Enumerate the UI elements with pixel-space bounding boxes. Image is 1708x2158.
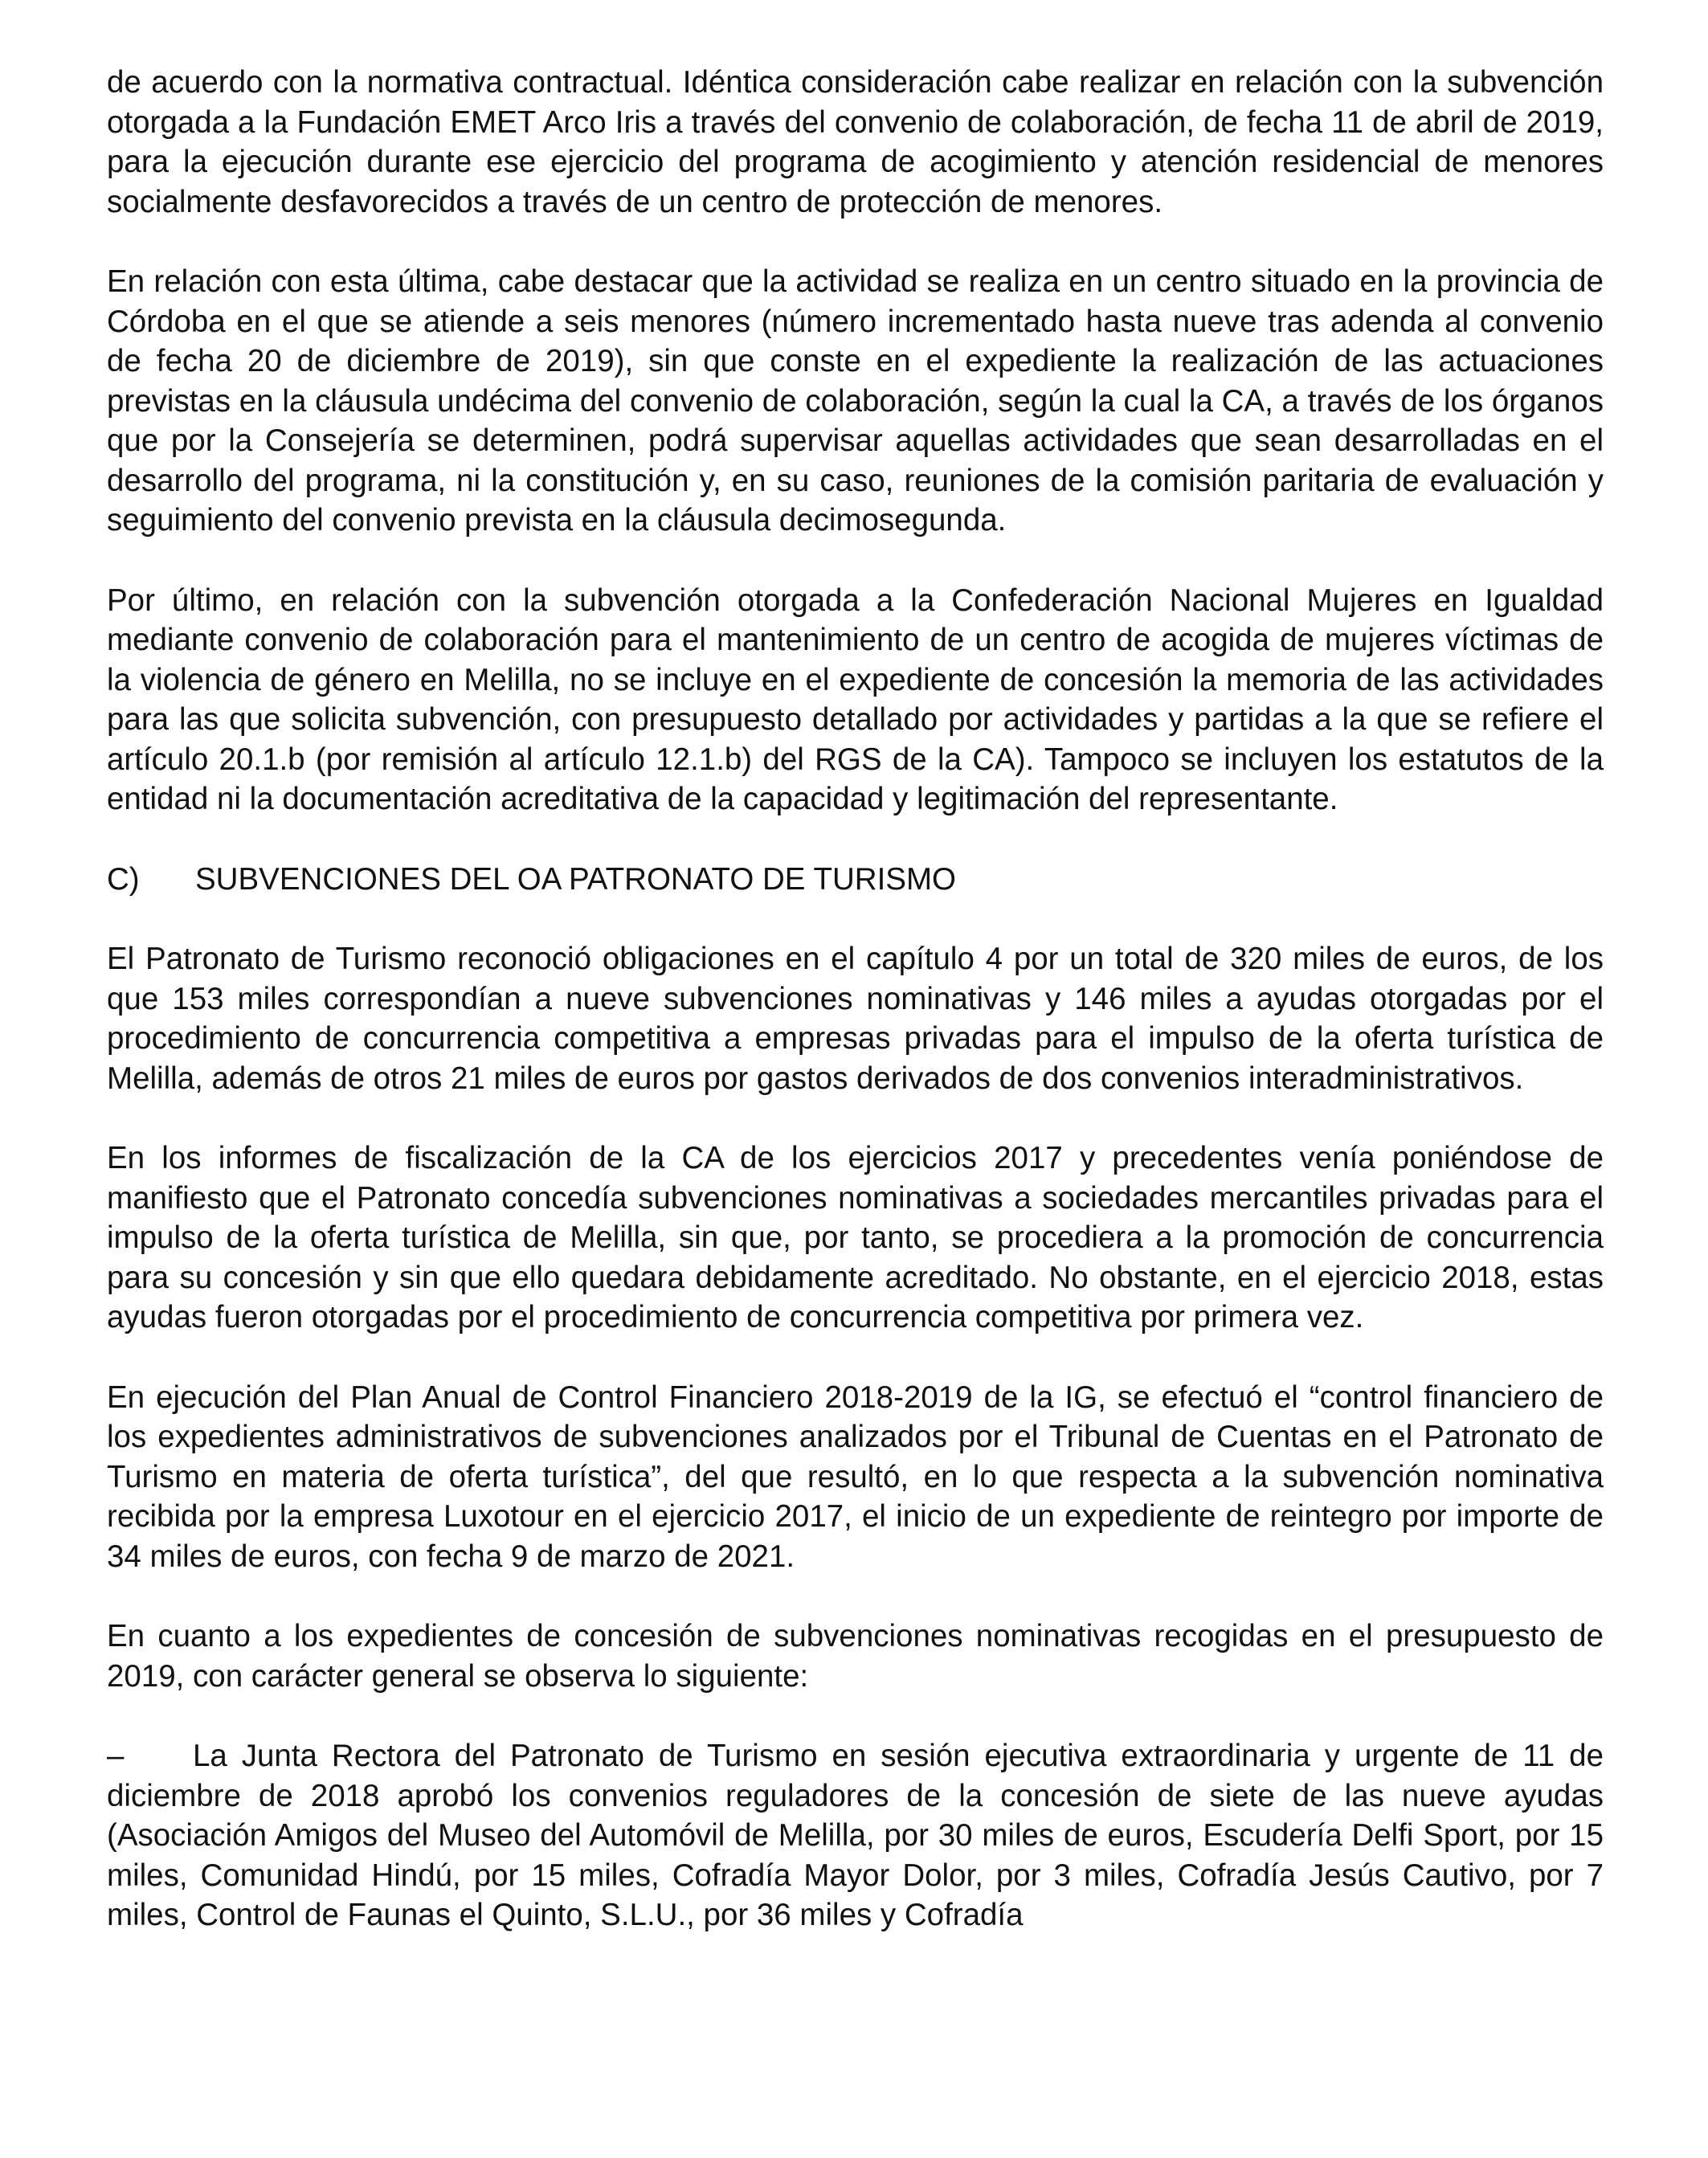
list-item — [107, 1736, 1604, 1935]
bullet-text: La Junta Rectora del Patronato de Turismo en sesión ejecutiva extraordinaria y urgente de 11 de diciembre de 2018 aprobó los convenios reguladores de la concesión de siete de las nueve ayudas (Asociación Amigos del Museo del Automóvil de Melilla, por 30 miles de euros, Escudería Delfi Sport, por 15 miles, Comunidad Hindú, por 15 miles, Cofradía Mayor Dolor, por 3 miles, Cofradía Jesús Cautivo, por 7 miles, Control de Faunas el Quinto, S.L.U., por 36 miles y Cofradía — [107, 1739, 1604, 1932]
section-heading — [107, 860, 1604, 900]
paragraph-expedientes: En cuanto a los expedientes de concesión de subvenciones nominativas recogidas en el presupuesto de 2019, con carácter general se observa lo siguiente: — [107, 1619, 1604, 1694]
section-title: SUBVENCIONES DEL OA PATRONATO DE TURISMO — [195, 861, 956, 897]
section-letter: C) — [107, 861, 140, 897]
paragraph-plan-anual: En ejecución del Plan Anual de Control Financiero 2018-2019 de la IG, se efectuó el “control financiero de los expedientes administrativos de subvenciones analizados por el Tribunal de Cuentas en el Patronato de Turismo en materia de oferta turística”, del que resultó, en lo que respecta a la subvención nominativa recibida por la empresa Luxotour en el ejercicio 2017, el inicio de un expediente de reintegro por importe de 34 miles de euros, con fecha 9 de marzo de 2021. — [107, 1379, 1604, 1574]
paragraph-obligaciones: El Patronato de Turismo reconoció obligaciones en el capítulo 4 por un total de 320 miles de euros, de los que 153 miles correspondían a nueve subvenciones nominativas y 146 miles a ayudas otorgadas por el procedimiento de concurrencia competitiva a empresas privadas para el impulso de la oferta turística de Melilla, además de otros 21 miles de euros por gastos derivados de dos convenios interadministrativos. — [107, 942, 1604, 1096]
document-body — [107, 63, 1604, 1935]
bullet-dash: – — [107, 1739, 125, 1773]
paragraph-informes: En los informes de fiscalización de la CA de los ejercicios 2017 y precedentes venía poniéndose de manifiesto que el Patronato concedía subvenciones nominativas a sociedades mercantiles privadas para el impulso de la oferta turística de Melilla, sin que, por tanto, se procediera a la promoción de concurrencia para su concesión y sin que ello quedara debidamente acreditado. No obstante, en el ejercicio 2018, estas ayudas fueron otorgadas por el procedimiento de concurrencia competitiva por primera vez. — [107, 1141, 1604, 1334]
paragraph-contractual: de acuerdo con la normativa contractual. Idéntica consideración cabe realizar en relación con la subvención otorgada a la Fundación EMET Arco Iris a través del convenio de colaboración, de fecha 11 de abril de 2019, para la ejecución durante ese ejercicio del programa de acogimiento y atención residencial de menores socialmente desfavorecidos a través de un centro de protección de menores. — [107, 65, 1604, 219]
paragraph-confederacion: Por último, en relación con la subvención otorgada a la Confederación Nacional Mujeres en Igualdad mediante convenio de colaboración para el mantenimiento de un centro de acogida de mujeres víctimas de la violencia de género en Melilla, no se incluye en el expediente de concesión la memoria de las actividades para las que solicita subvención, con presupuesto detallado por actividades y partidas a la que se refiere el artículo 20.1.b (por remisión al artículo 12.1.b) del RGS de la CA). Tampoco se incluyen los estatutos de la entidad ni la documentación acreditativa de la capacidad y legitimación del representante. — [107, 582, 1604, 816]
paragraph-cordoba-centre: En relación con esta última, cabe destacar que la actividad se realiza en un centro situado en la provincia de Córdoba en el que se atiende a seis menores (número incrementado hasta nueve tras adenda al convenio de fecha 20 de diciembre de 2019), sin que conste en el expediente la realización de las actuaciones previstas en la cláusula undécima del convenio de colaboración, según la cual la CA, a través de los órganos que por la Consejería se determinen, podrá supervisar aquellas actividades que sean desarrolladas en el desarrollo del programa, ni la constitución y, en su caso, reuniones de la comisión paritaria de evaluación y seguimiento del convenio prevista en la cláusula decimosegunda. — [107, 264, 1604, 537]
